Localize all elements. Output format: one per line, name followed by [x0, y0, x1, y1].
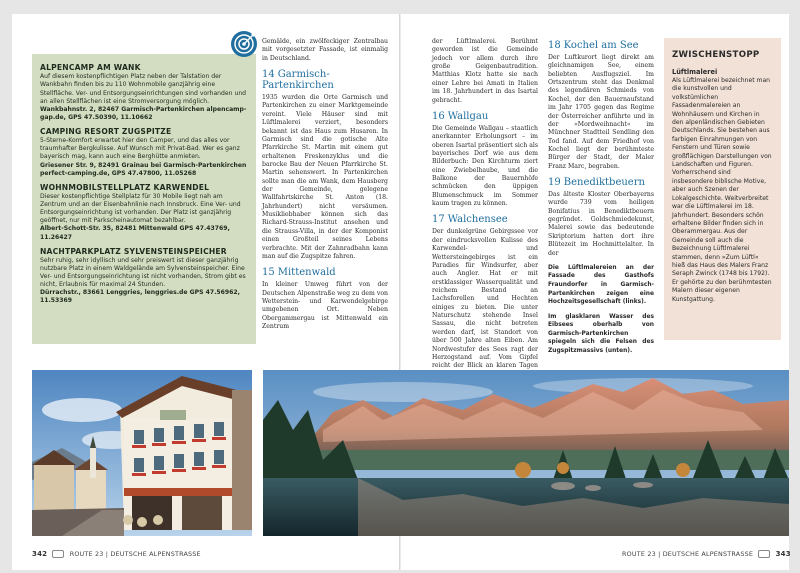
footer-left: 342 ROUTE 23 | DEUTSCHE ALPENSTRASSE: [32, 550, 201, 558]
target-icon: [230, 30, 258, 58]
sidebar-body: Als Lüftlmalerei bezeichnet man die kunstvollen und volkstümlichen Fassadenmalereien an Wohnhäusern und Kirchen in den alpenländischen Gebieten Deutschlands. Sie bestehen aus farbigen Einrahmungen von Fenstern und Türen sowie großflächigen Darstellungen von Landschaften und Figuren. Vorherrschend sind insbesondere biblische Motive, aber auch Szenen der Lokalgeschichte. Weitverbreitet war die Lüftlmalerei im 18. Jahrhundert. Besonders schön erhaltene Bilder finden sich in Oberammergau. Aus der Gemeinde soll auch die Bezeichnung Lüftlmalerei stammen, denn »Zum Lüftl« hieß das Haus des Malers Franz Seraph Zwinck (1748 bis 1792). Er gehörte zu den berühmtesten Malern dieser eigenen Kunstgattung.: [672, 77, 772, 303]
heading-number: 17: [432, 214, 445, 226]
heading-wallgau: [432, 111, 538, 122]
sidebar-title: ZWISCHENSTOPP: [672, 50, 760, 60]
camp-body-3: Dieser kostenpflichtige Stellplatz für 30 Mobile liegt nah am Zentrum und an der Eisenbahnlinie nach Innsbruck. Eine Ver- und Entsorgungseinrichtung ist vorhanden. Der Platz ist ganzjährig geöffnet, nur mit Parkscheinautomat bezahlbar.: [40, 193, 241, 225]
heading-title: Benediktbeuern: [563, 177, 645, 189]
heading-number: 18: [548, 40, 561, 51]
camp-contact-2: Griesener Str. 9, 82491 Grainau bei Garmisch-Partenkirchen perfect-camping.de, GPS 47.47800, 11.05268: [40, 161, 247, 177]
camp-title-4: NACHTPARKPLATZ SYLVENSTEINSPEICHER: [40, 246, 227, 256]
intro-text: Gemälde, ein zwölfeckiger Zentralbau mit vorgesetzter Fassade, ist einmalig in Deutschland.: [262, 38, 388, 62]
camp-title-3: WOHNMOBILSTELLPLATZ KARWENDEL: [40, 182, 210, 192]
paragraph-kochel: Der Luftkurort liegt direkt am gleichnamigen See, einem beliebten Ausflugsziel. Im Ortszentrum steht das Denkmal des legendären Schmieds von Kochel, der den Bauernaufstand im Jahr 1705 gegen das Regime der Österreicher anführte und in der »Mordweihnacht« im Münchner Stadtteil Sendling den Tod fand. Auf dem Friedhof von Kochel liegt der berühmteste Bürger der Stadt, der Maler Franz Marc, begraben.: [548, 54, 654, 170]
paragraph-garmisch: 1935 wurden die Orte Garmisch und Partenkirchen zu einer Marktgemeinde vereint. Viele Häuser sind mit Lüftlmalerei verziert, besonders bekannt ist das Haus zum Husaren. In Garmisch sind die gotische Alte Pfarrkirche St. Martin mit einem gut erhaltenen Freskenzyklus und die barocke Bau der Neuen Pfarrkirche St. Martin sehenswert. In Partenkirchen sollte man die am Wank, dem Hausberg der Gemeinde, gelegene Wallfahrtskirche St. Anton (18. Jahrhundert) nicht versäumen. Musikliebhaber können sich das Richard-Strauss-Institut ansehen und die Strauss-Villa, in der der Komponist einen Großteil seines Lebens verbrachte. Mit der Zahnradbahn kann man auf die Zugspitze fahren.: [262, 94, 388, 260]
photo-eibsee-zugspitze: [263, 370, 789, 536]
page-number-right: 343: [775, 550, 791, 558]
heading-garmisch: [262, 69, 388, 91]
camp-title-1: ALPENCAMP AM WANK: [40, 63, 141, 72]
publisher-logo-icon: [52, 550, 64, 558]
camp-contact-4: Dürrachstr., 83661 Lenggries, lenggries.de GPS 47.56962, 11.53369: [40, 289, 240, 305]
publisher-logo-icon: [758, 550, 770, 558]
heading-number: 15: [262, 267, 275, 279]
heading-title: Walchensee: [447, 214, 508, 226]
sidebar-heading: Lüftlmalerei: [672, 68, 718, 76]
camp-body-4: Sehr ruhig, sehr idyllisch und sehr preiswert ist dieser ganzjährig nutzbare Platz in einem Waldgelände am Sylvensteinspeicher. Eine Ver- und Entsorgungseinrichtung ist nicht vorhanden, Strom gibt es nicht, Erlaubnis für maximal 24 Stunden.: [40, 256, 246, 289]
intro-text: der Lüftlmalerei. Berühmt geworden ist die Gemeinde jedoch vor allem durch ihre große Geigenbautradition. Matthias Klotz hatte sie nach einer Lehre bei Amati in Italien im 18. Jahrhundert in das Isartal gebracht.: [432, 38, 538, 104]
photo-garmisch-street: [32, 370, 252, 536]
camp-title-2: CAMPING RESORT ZUGSPITZE: [40, 126, 172, 136]
paragraph-wallgau: Die Gemeinde Wallgau – staatlich anerkannter Erholungsort – im oberen Isartal präsentiert sich als bayerisches Dorf wie aus dem Bilderbuch: Den Kirchturm ziert eine Zwiebelhaube, und die Balkone der Bauernhöfe schmücken den üppigen Blumenschmuck im Sommer kaum tragen zu können.: [432, 124, 538, 208]
camping-box: [32, 54, 256, 344]
text-column-3: [548, 38, 654, 354]
heading-walchensee: [432, 214, 538, 225]
heading-mittenwald: [262, 267, 388, 278]
heading-number: 19: [548, 177, 561, 189]
camp-body-2: 5-Sterne-Komfort erwartet hier den Camper, und das alles vor traumhafter Bergkulisse. Auf Wunsch mit Privat-Bad. Wer es ganz bayerisch mag, kann auch eine Berghütte anmieten.: [40, 137, 240, 161]
paragraph-walchensee: Der dunkelgrüne Gebirgssee vor der eindrucksvollen Kulisse des Karwendel- und Wettersteingebirges ist ein Paradies für Windsurfer, aber auch Angler. Hat er mit erstklassiger Wasserqualität und reichem Bestand an Lachsforellen und Hechten einiges zu bieten. Die unter Naturschutz stehende Insel Sassau, die nicht betreten werden darf, ist Standort von über 500 Jahre alten Eiben. Am Nordwestufer des Sees ragt der Herzogstand auf. Vom Gipfel reicht der Blick an klaren Tagen: [432, 228, 538, 370]
photo-caption-1: Die Lüftlmalereien an der Fassade des Gasthofs Fraundorfer in Garmisch-Partenkirchen zeigen eine Hochzeitsgesellschaft (links).: [548, 264, 654, 306]
heading-title: Mittenwald: [277, 267, 336, 279]
camp-body-1: Auf diesem kostenpflichtigen Platz neben der Talstation der Wankbahn finden bis zu 110 Wohnmobile ganzjährig eine Stellfläche. Ver- und Entsorgungseinrichtungen sind vorhanden und an allen Stellflächen ist eine Stromversorgung möglich.: [40, 73, 247, 105]
heading-title: Garmisch-Partenkirchen: [262, 69, 334, 92]
page-number-left: 342: [32, 550, 48, 558]
photo-caption-2: Im glasklaren Wasser des Eibsees oberhalb von Garmisch-Partenkirchen spiegeln sich die Felsen des Zugspitzmassivs (unten).: [548, 313, 654, 354]
route-label-left: ROUTE 23: [69, 550, 104, 558]
route-name-right: DEUTSCHE ALPENSTRASSE: [662, 550, 754, 558]
camp-contact-1: Wankbahnstr. 2, 82467 Garmisch-Partenkirchen alpencamp-gap.de, GPS 47.50390, 11.10662: [40, 105, 247, 121]
camp-contact-3: Albert-Schott-Str. 35, 82481 Mittenwald GPS 47.43769, 11.26427: [40, 225, 230, 241]
heading-kochel: [548, 40, 654, 51]
zwischenstopp-box: [664, 38, 781, 340]
heading-title: Wallgau: [447, 110, 489, 122]
heading-number: 16: [432, 110, 445, 122]
paragraph-benediktbeuern: Das älteste Kloster Oberbayerns wurde 739 vom heiligen Bonifatius in Benediktbeuern gegründet. Goldschmiedekunst, Malerei sowie das bedeutende Skriptorium hatten dort ihre Blütezeit im Hochmittelalter. In der: [548, 191, 654, 257]
heading-number: 14: [262, 69, 275, 81]
route-name-left: DEUTSCHE ALPENSTRASSE: [110, 550, 201, 558]
route-label-right: ROUTE 23: [622, 550, 656, 558]
text-column-2: [432, 38, 538, 370]
heading-benediktbeuern: [548, 177, 654, 188]
heading-title: Kochel am See: [563, 40, 639, 51]
footer-right: ROUTE 23 | DEUTSCHE ALPENSTRASSE 343: [622, 550, 791, 558]
paragraph-mittenwald: In kleiner Umweg führt von der Deutschen Alpenstraße weg zu dem von Wetterstein- und Karwendelgebirge umgebenen Ort. Neben Obergammergau ist Mittenwald ein Zentrum: [262, 281, 388, 331]
street-illustration: [32, 370, 252, 536]
text-column-left: [262, 38, 388, 350]
lake-mountain-illustration: [263, 370, 789, 536]
